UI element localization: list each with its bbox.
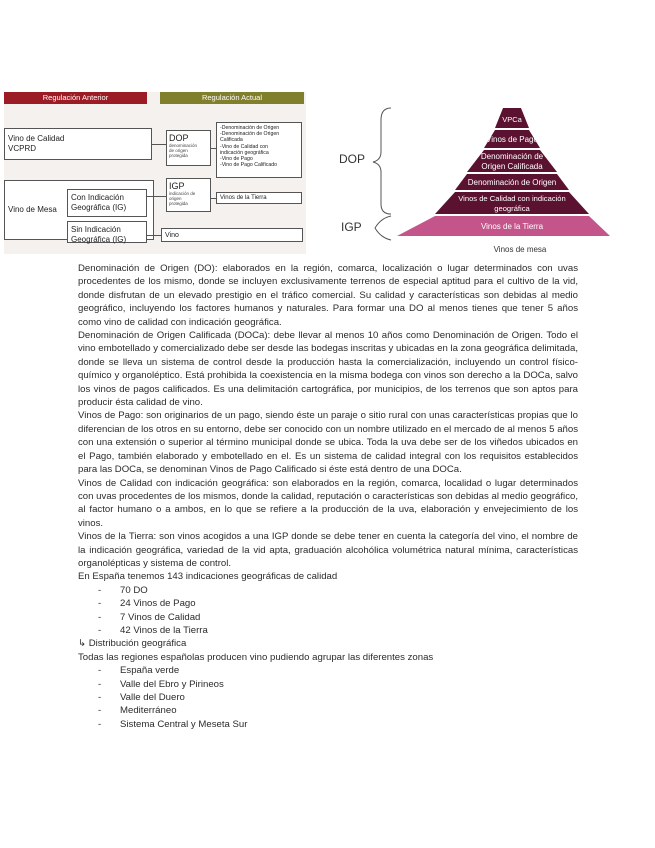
connector [211, 148, 216, 149]
paragraph-vinos-calidad: Vinos de Calidad con indicación geográfica: son elaborados en la región, comarca, localidad o lugar determinados con uvas procedentes de los mismos, donde la calidad, reputación o características son debidas al medio geográfico, al factor humano o a ambos, en lo que se refiere a la producción de la uva, elaboración y envejecimiento de los vinos. [78, 477, 578, 529]
level-label-tierra: Vinos de la Tierra [480, 222, 544, 231]
igp-label: IGP [341, 220, 362, 234]
regulation-diagram [4, 92, 306, 254]
vcprd-box: Vino de Calidad VCPRD [4, 128, 152, 160]
sin-ig-box: Sin Indicación Geográfica (IG) [67, 221, 147, 243]
connector [146, 196, 166, 197]
level-label-vcig-2: geográfica [494, 204, 530, 213]
paragraph-do: Denominación de Origen (DO): elaborados en la región, comarca, localización o lugar determinados con uvas procedentes de los mismo, donde se incluyen exclusivamente terrenos de especial aptitud para el cultivo de la vid, donde disfrutan de un elevado prestigio en el tráfico comercial. Su calidad y características son debidas al medio geográfico, incluyendo los factores humanos y naturales. Para formar una DO al menos tienes que tener 5 años como vino de calidad con indicación geográfica. [78, 263, 578, 328]
vinos-tierra-box: Vinos de la Tierra [216, 192, 302, 204]
list-item: - Mediterráneo [98, 705, 177, 717]
list-item: - Valle del Duero [98, 692, 185, 703]
level-label-doca-1: Denominación de [480, 152, 544, 161]
header-regulacion-actual: Regulación Actual [160, 92, 304, 104]
do-list-box: -Denominación de Origen -Denominación de Origen Calificada -Vino de Calidad con indicación geográfica -Vino de Pago -Vino de Pago Calificado [216, 122, 302, 178]
document-body [78, 262, 578, 731]
paragraph-vinos-tierra: Vinos de la Tierra: son vinos acogidos a una IGP donde se debe tener en cuenta la categoría del vino, el nombre de la indicación geográfica, variedad de la vid apta, graduación alcohólica volumétrica natural mínima, características organolépticas y sistema de control. [78, 531, 578, 569]
list-item: - 42 Vinos de la Tierra [98, 624, 208, 636]
dop-label: DOP [339, 152, 366, 166]
list-item: - 70 DO [98, 584, 148, 596]
pyramid-base-label: Vinos de mesa [493, 245, 547, 254]
header-regulacion-anterior: Regulación Anterior [4, 92, 147, 104]
paragraph-indicaciones: En España tenemos 143 indicaciones geográficas de calidad [78, 571, 338, 583]
connector [211, 198, 216, 199]
level-label-vcig-1: Vinos de Calidad con indicación [458, 194, 566, 203]
list-indicaciones [78, 584, 578, 638]
list-item: - Sistema Central y Meseta Sur [98, 718, 248, 730]
paragraph-vinos-pago: Vinos de Pago: son originarios de un pago, siendo éste un paraje o sitio rural con unas características propias que lo diferencian de los otros en su entorno, debe ser conocido con un nombre utilizado en el mercado de al menos 5 años con una extensión o superior al término municipal donde se ubica. Toda la uva debe ser de los viñedos ubicados en el Pago, también elaborado y embotellado en el. Es un sistema de calidad integral con los requisitos establecidos para las DOCa, se denominan Vinos de Pago Calificado si éste está dentro de una DOCa. [78, 410, 578, 476]
paragraph-doca: Denominación de Origen Calificada (DOCa): debe llevar al menos 10 años como Denominación de Origen. Todo el vino embotellado y comercializado debe ser desde las bodegas inscritas y ubicadas en la zona geográfica delimitada, donde se lleva un sistema de control desde la producción hasta la comercialización, incluyendo un control físico-químico y organoléptico. Está prohibida la coexistencia en la misma bodega con vinos son derecho a la DOCa, salvo los vinos de pagos calificados. Es una delimitación cartográfica, por municipios, de los terrenos que son aptos para producir ésta calidad de vino. [78, 330, 578, 409]
vino-mesa-label: Vino de Mesa [8, 205, 57, 214]
connector [146, 235, 161, 236]
con-ig-box: Con Indicación Geográfica (IG) [67, 189, 147, 217]
vino-mesa-box [4, 180, 154, 244]
list-item: - 24 Vinos de Pago [98, 598, 196, 610]
pyramid-graphic [335, 100, 650, 260]
list-item: - 7 Vinos de Calidad [98, 611, 201, 623]
level-label-doca-2: Origen Calificada [481, 162, 543, 171]
list-regiones [78, 664, 578, 731]
igp-brace [375, 216, 391, 240]
level-label-pago: Vinos de Pago [486, 135, 538, 144]
paragraph-regiones: Todas las regiones españolas producen vino pudiendo agrupar las diferentes zonas [78, 651, 434, 663]
connector [152, 144, 166, 145]
list-item: - España verde [98, 665, 180, 677]
level-label-do: Denominación de Origen [467, 178, 557, 187]
list-item: - Valle del Ebro y Pirineos [98, 678, 224, 690]
dop-box: DOP denominación de origen protegida [166, 130, 211, 166]
dop-brace [373, 108, 391, 214]
level-label-vpca: VPCa [502, 115, 522, 124]
quality-pyramid [335, 100, 650, 260]
subheading-distribucion: ↳ Distribución geográfica [78, 638, 187, 650]
igp-box: IGP indicación de origen protegida [166, 178, 211, 212]
vino-box: Vino [161, 228, 303, 242]
